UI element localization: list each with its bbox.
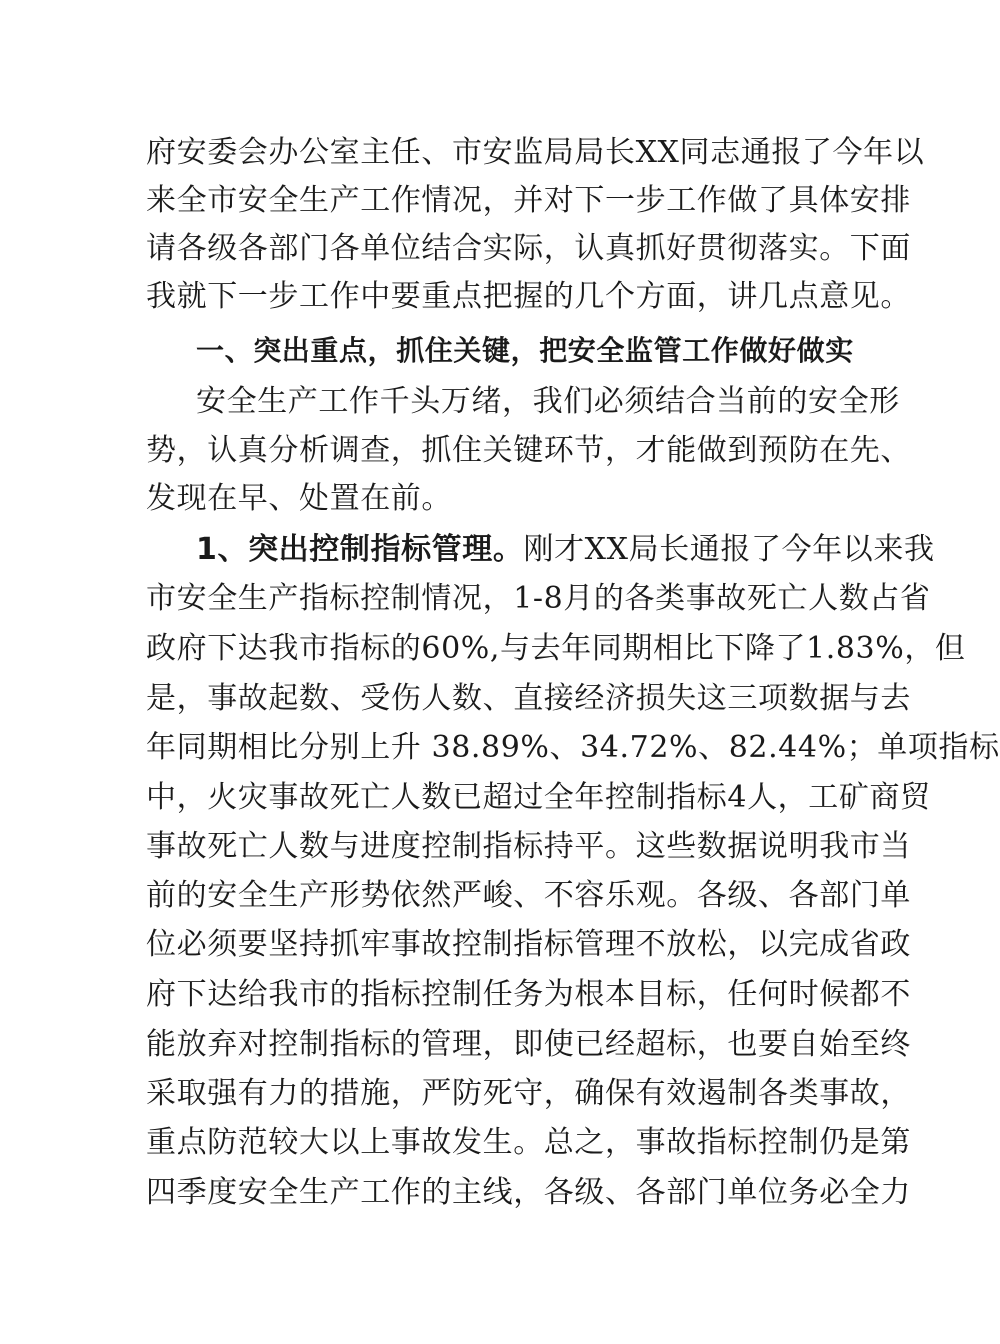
body-text-line: 能放弃对控制指标的管理，即使已经超标，也要自始至终	[146, 1027, 911, 1062]
body-text-line: 采取强有力的措施，严防死守，确保有效遏制各类事故，	[146, 1076, 911, 1111]
body-text-line: 市安全生产指标控制情况，1-8月的各类事故死亡人数占省	[146, 581, 931, 616]
body-text-line: 位必须要坚持抓牢事故控制指标管理不放松，以完成省政	[146, 927, 911, 962]
item-title: 1、突出控制指标管理。	[196, 532, 524, 567]
body-text-line: 我就下一步工作中要重点把握的几个方面，讲几点意见。	[146, 279, 911, 314]
body-text-line: 中，火灾事故死亡人数已超过全年控制指标4人，工矿商贸	[146, 780, 931, 815]
body-text-line: 前的安全生产形势依然严峻、不容乐观。各级、各部门单	[146, 878, 911, 913]
body-text-line: 府下达给我市的指标控制任务为根本目标，任何时候都不	[146, 977, 911, 1012]
body-text-line: 重点防范较大以上事故发生。总之，事故指标控制仍是第	[146, 1125, 911, 1160]
body-text-line: 府安委会办公室主任、市安监局局长XX同志通报了今年以	[146, 135, 925, 170]
body-text-line: 来全市安全生产工作情况，并对下一步工作做了具体安排	[146, 183, 911, 218]
body-text-line: 安全生产工作千头万绪，我们必须结合当前的安全形	[196, 384, 900, 419]
item-first-line	[196, 530, 935, 570]
section-heading: 一、突出重点，抓住关键，把安全监管工作做好做实	[196, 334, 854, 367]
body-text-line: 政府下达我市指标的60%,与去年同期相比下降了1.83%，但	[146, 631, 966, 666]
item-text: 刚才XX局长通报了今年以来我	[523, 532, 935, 567]
body-text-line: 年同期相比分别上升 38.89%、34.72%、82.44%；单项指标	[146, 730, 1000, 765]
body-text-line: 请各级各部门各单位结合实际，认真抓好贯彻落实。下面	[146, 231, 911, 266]
body-text-line: 四季度安全生产工作的主线，各级、各部门单位务必全力	[146, 1175, 911, 1210]
body-text-line: 事故死亡人数与进度控制指标持平。这些数据说明我市当	[146, 829, 911, 864]
body-text-line: 势，认真分析调查，抓住关键环节，才能做到预防在先、	[146, 433, 911, 468]
body-text-line: 发现在早、处置在前。	[146, 481, 452, 516]
body-text-line: 是，事故起数、受伤人数、直接经济损失这三项数据与去	[146, 681, 911, 716]
